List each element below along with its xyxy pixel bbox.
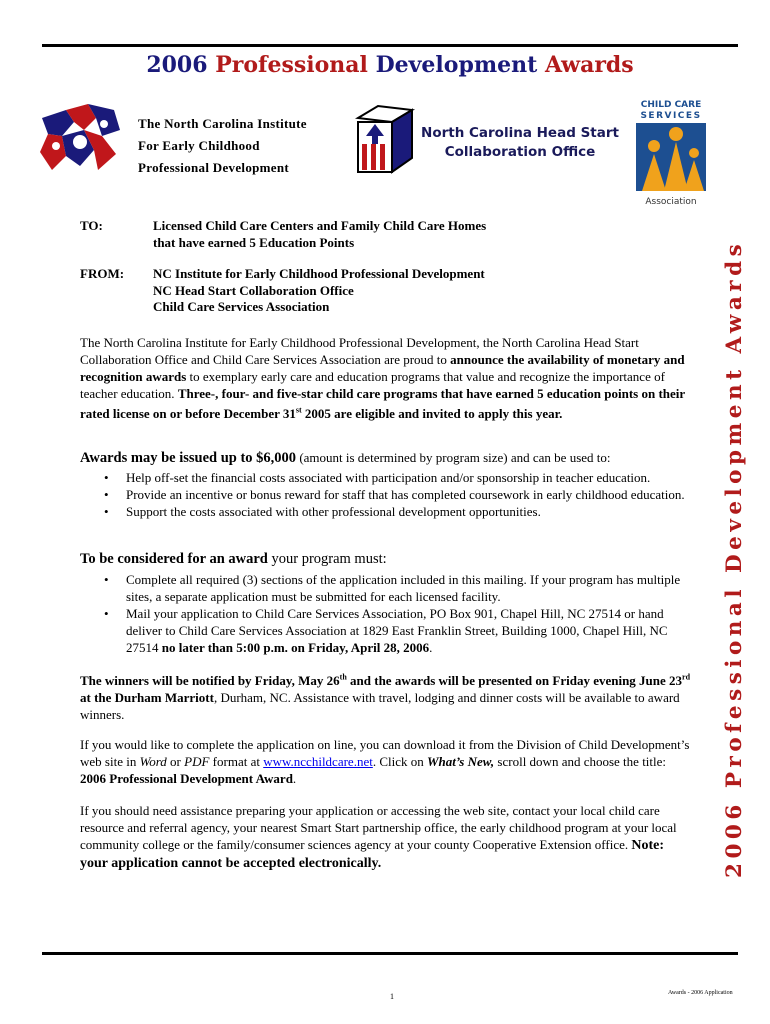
side-banner-text: 2006 Professional Development Awards [722, 239, 747, 878]
nci-line-1: The North Carolina Institute [138, 116, 307, 131]
consider-bullet-2: • Mail your application to Child Care Services Association, PO Box 901, Chapel Hill, NC 27514 or hand deliver to Child Care Services Association at 1829 East Franklin Street, Building 1000, Chapel Hill, NC 27514 no later than 5:00 p.m. on Friday, April 28, 2006. [80, 605, 692, 656]
website-link[interactable]: www.ncchildcare.net [263, 754, 373, 769]
assist-paragraph: If you should need assistance preparing your application or accessing the web site, contact your local child care resource and referral agency, your nearest Smart Start partnership office, the early childhood program at your local community college or the family/consumer sciences agency at your county Cooperative Extension office. Note: your application cannot be accepted electronically. [80, 803, 677, 871]
nc-institute-logo [36, 96, 126, 180]
page-title: 2006 Professional Development Awards [146, 52, 634, 78]
nci-line-3: Professional Development [138, 160, 290, 175]
awards-bullet-2: • Provide an incentive or bonus reward for staff that has completed coursework in early childhood education. [80, 486, 692, 503]
footer-note: Awards - 2006 Application [668, 990, 733, 996]
winners-paragraph: The winners will be notified by Friday, May 26th and the awards will be presented on Friday evening June 23rd at the Durham Marriott, Durham, NC. Assistance with travel, lodging and dinner costs will be available to award winners. [80, 673, 691, 723]
hs-line-1: North Carolina Head Start [421, 125, 619, 141]
awards-list [80, 469, 692, 520]
ccsa-line-3: Association [645, 197, 697, 207]
consider-heading: To be considered for an award your program must: [80, 551, 387, 567]
online-paragraph: If you would like to complete the application on line, you can download it from the Division of Child Development’s web site in Word or PDF format at www.ncchildcare.net. Click on What’s New, scroll down and choose the title: 2006 Professional Development Award. [80, 737, 690, 786]
to-value: Licensed Child Care Centers and Family Child Care Homes that have earned 5 Education Points [153, 218, 487, 250]
bottom-rule [42, 952, 738, 955]
top-rule [42, 44, 738, 47]
side-banner [710, 190, 750, 880]
consider-bullet-1: • Complete all required (3) sections of the application included in this mailing. If your program has multiple sites, a separate application must be submitted for each licensed facility. [80, 571, 692, 605]
to-label: TO: [80, 218, 103, 233]
ccsa-logo [628, 96, 714, 208]
nc-institute-name [138, 113, 307, 179]
intro-paragraph: The North Carolina Institute for Early Childhood Professional Development, the North Carolina Head Start Collaboration Office and Child Care Services Association are proud to announce the availability of monetary and recognition awards to exemplary early care and education programs that value and recognize the importance of teacher education. Three-, four- and five-star child care programs that have earned 5 education points on their rated license on or before December 31st 2005 are eligible and invited to apply this year. [80, 335, 685, 422]
page-number: 1 [390, 992, 394, 1001]
consider-list [80, 571, 692, 656]
nci-line-2: For Early Childhood [138, 138, 260, 153]
awards-bullet-3: • Support the costs associated with other professional development opportunities. [80, 503, 692, 520]
ccsa-line-1: CHILD CARE [640, 100, 702, 110]
head-start-logo [352, 100, 418, 180]
awards-heading: Awards may be issued up to $6,000 (amount is determined by program size) and can be used to: [80, 450, 611, 466]
from-value: NC Institute for Early Childhood Professional Development NC Head Start Collaboration Office Child Care Services Association [153, 266, 485, 314]
hs-line-2: Collaboration Office [444, 144, 596, 160]
from-label: FROM: [80, 266, 125, 281]
ccsa-line-2: SERVICES [640, 111, 702, 121]
head-start-name [420, 124, 620, 162]
awards-bullet-1: • Help off-set the financial costs associated with participation and/or sponsorship in teacher education. [80, 469, 692, 486]
